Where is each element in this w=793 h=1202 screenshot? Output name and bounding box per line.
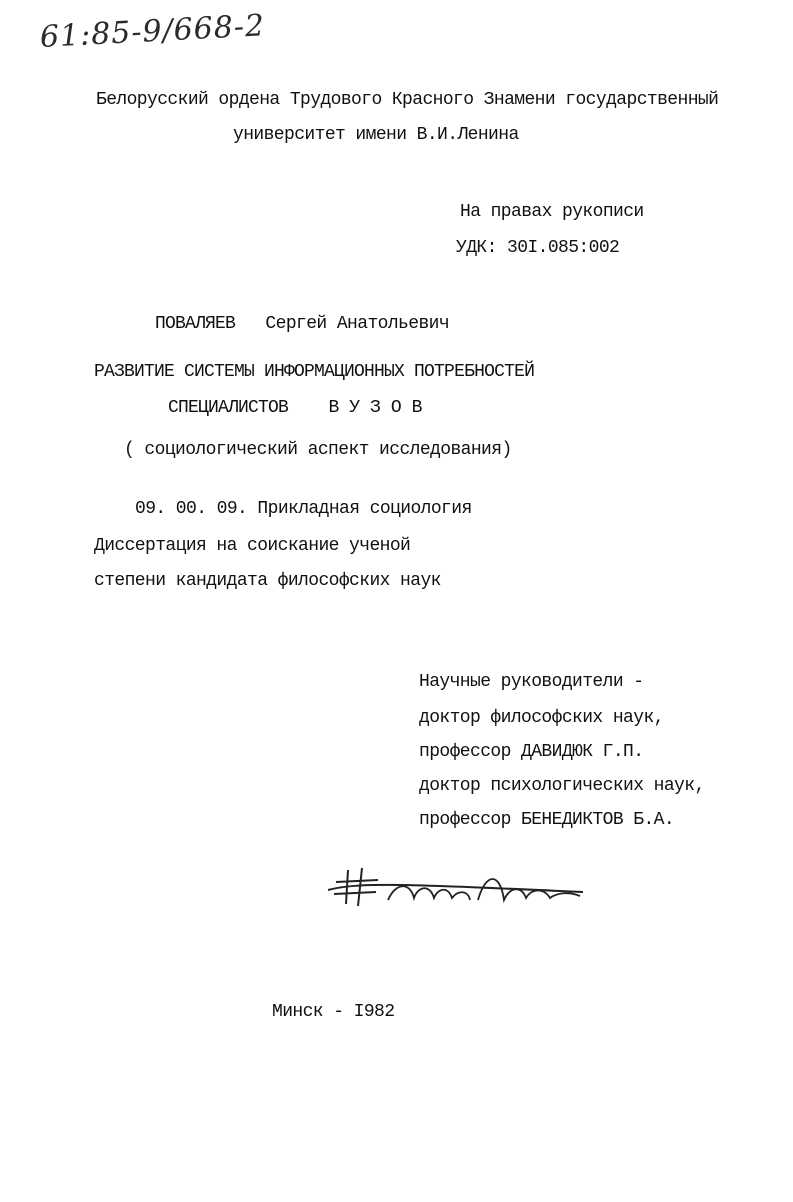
supervisor-1-name: профессор ДАВИДЮК Г.П.: [419, 742, 644, 762]
specialty-code: 09. 00. 09. Прикладная социология: [135, 499, 472, 519]
place-and-year: Минск - I982: [272, 1002, 395, 1022]
author-line: [155, 313, 449, 335]
dissertation-title-line-2: [168, 397, 432, 419]
title-vuzov: ВУЗОВ: [328, 398, 433, 418]
supervisor-1-title: доктор философских наук,: [419, 708, 664, 728]
degree-line-2: степени кандидата философских наук: [94, 571, 441, 591]
supervisor-2-title: доктор психологических наук,: [419, 776, 705, 796]
institution-line-2: университет имени В.И.Ленина: [233, 125, 519, 145]
supervisor-2-name: профессор БЕНЕДИКТОВ Б.А.: [419, 810, 675, 830]
archive-mark: 61:85-9/668-2: [39, 8, 266, 55]
dissertation-title-line-1: РАЗВИТИЕ СИСТЕМЫ ИНФОРМАЦИОННЫХ ПОТРЕБНОСТЕЙ: [94, 362, 535, 382]
institution-line-1: Белорусский ордена Трудового Красного Знамени государственный: [96, 90, 719, 110]
degree-line-1: Диссертация на соискание ученой: [94, 536, 411, 556]
dissertation-subtitle: ( социологический аспект исследования): [124, 440, 512, 460]
author-surname: ПОВАЛЯЕВ: [155, 314, 236, 334]
author-signature: [318, 862, 588, 912]
supervisors-heading: Научные руководители -: [419, 672, 644, 692]
title-specialists: СПЕЦИАЛИСТОВ: [168, 398, 289, 418]
author-name: Сергей Анатольевич: [265, 314, 450, 334]
manuscript-rights: На правах рукописи: [460, 202, 644, 222]
udk-code: УДК: 30I.085:002: [456, 238, 620, 258]
